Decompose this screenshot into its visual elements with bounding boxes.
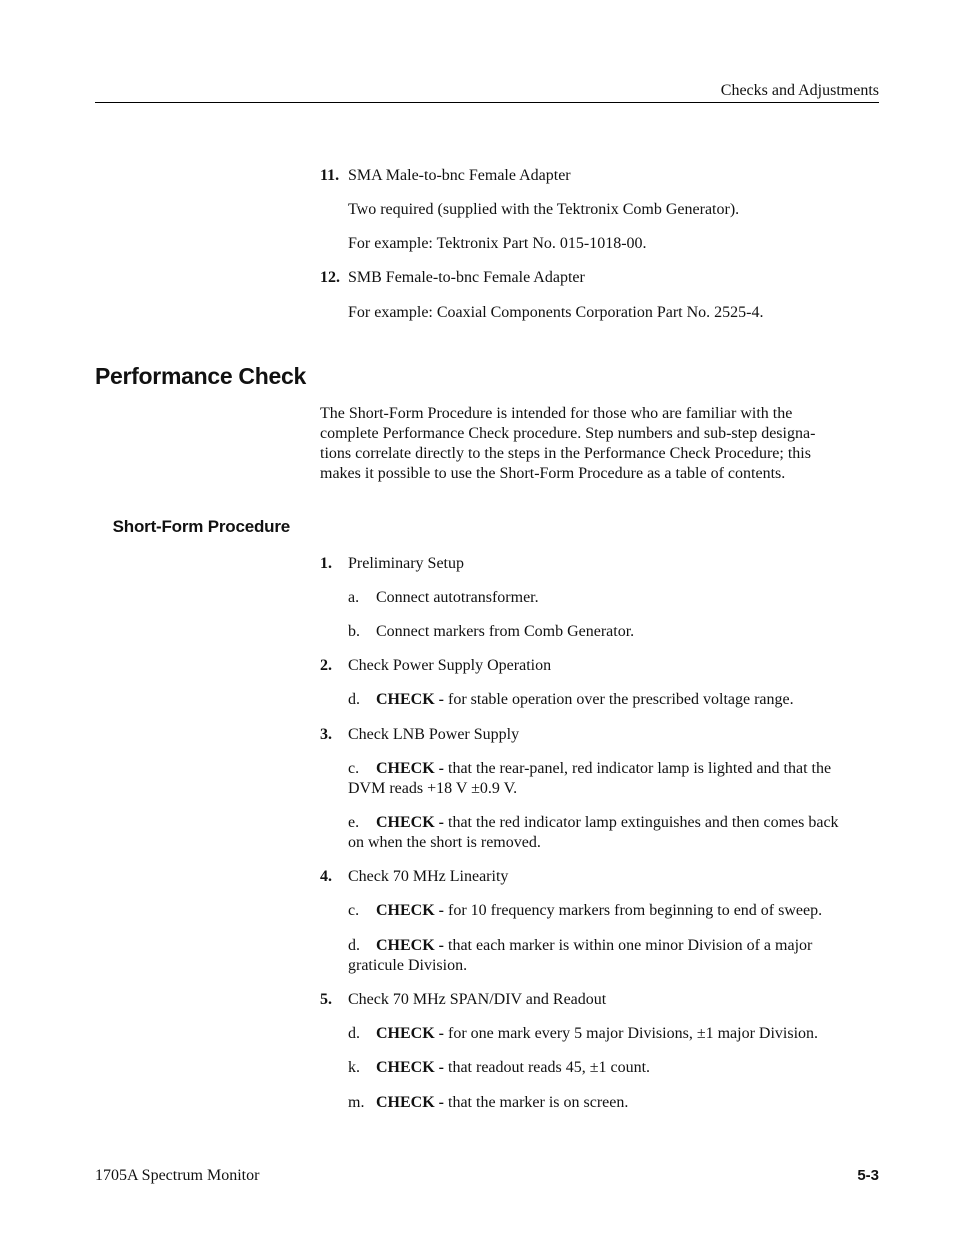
- check-label: CHECK -: [376, 1094, 444, 1111]
- intro-line: tions correlate directly to the steps in the Performance Check Procedure; this: [320, 445, 811, 462]
- substep-line: DVM reads +18 V ±0.9 V.: [348, 780, 518, 797]
- substep-letter: c.: [348, 760, 360, 777]
- section-heading: Performance Check: [95, 363, 306, 389]
- check-label: CHECK -: [376, 937, 444, 954]
- check-label: CHECK -: [376, 760, 444, 777]
- substep-text: Connect autotransformer.: [376, 589, 539, 606]
- equipment-title: SMB Female-to-bnc Female Adapter: [348, 269, 585, 286]
- running-header: Checks and Adjustments: [720, 82, 879, 99]
- substep-text: Connect markers from Comb Generator.: [376, 623, 635, 640]
- equipment-note: For example: Coaxial Components Corporation Part No. 2525-4.: [348, 304, 764, 321]
- check-substep: [348, 1093, 880, 1113]
- step-number: 1.: [320, 555, 332, 572]
- substep-letter: b.: [348, 623, 360, 640]
- check-label: CHECK -: [376, 1059, 444, 1076]
- check-label: CHECK -: [376, 902, 444, 919]
- substep-letter: d.: [348, 691, 360, 708]
- subsection-heading: Short-Form Procedure: [112, 517, 290, 536]
- intro-line: makes it possible to use the Short-Form Procedure as a table of contents.: [320, 465, 786, 482]
- intro-paragraph: [320, 404, 860, 484]
- equipment-note: For example: Tektronix Part No. 015-1018-00.: [348, 235, 647, 252]
- check-substep: [348, 901, 880, 921]
- intro-line: complete Performance Check procedure. Step numbers and sub-step designa-: [320, 425, 816, 442]
- page-number: 5-3: [857, 1167, 879, 1184]
- substep-line: that the red indicator lamp extinguishes and then comes back: [448, 814, 839, 831]
- step-number: 5.: [320, 991, 332, 1008]
- substep-line: for stable operation over the prescribed voltage range.: [448, 691, 794, 708]
- equipment-note: Two required (supplied with the Tektronix Comb Generator).: [348, 201, 740, 218]
- substep-line: that the marker is on screen.: [448, 1094, 629, 1111]
- intro-line: The Short-Form Procedure is intended for those who are familiar with the: [320, 405, 793, 422]
- step-number: 3.: [320, 726, 332, 743]
- footer-product: 1705A Spectrum Monitor: [95, 1167, 260, 1184]
- substep-line: that the rear-panel, red indicator lamp is lighted and that the: [448, 760, 832, 777]
- equipment-title: SMA Male-to-bnc Female Adapter: [348, 167, 571, 184]
- check-label: CHECK -: [376, 1025, 444, 1042]
- substep-letter: d.: [348, 1025, 360, 1042]
- substep-letter: d.: [348, 937, 360, 954]
- check-substep: [348, 936, 880, 976]
- check-substep: [348, 1024, 880, 1044]
- step-title: Check LNB Power Supply: [348, 726, 520, 743]
- substep-line: that readout reads 45, ±1 count.: [448, 1059, 651, 1076]
- substep-line: for one mark every 5 major Divisions, ±1 major Division.: [448, 1025, 819, 1042]
- header-rule: [95, 102, 879, 103]
- step-title: Check 70 MHz SPAN/DIV and Readout: [348, 991, 607, 1008]
- list-number: 11.: [320, 167, 340, 184]
- check-substep: [348, 690, 880, 710]
- substep-letter: a.: [348, 589, 360, 606]
- check-label: CHECK -: [376, 814, 444, 831]
- check-substep: [348, 1058, 880, 1078]
- substep-line: on when the short is removed.: [348, 834, 541, 851]
- substep-letter: k.: [348, 1059, 360, 1076]
- substep-line: that each marker is within one minor Division of a major: [448, 937, 813, 954]
- substep-letter: e.: [348, 814, 360, 831]
- step-title: Check 70 MHz Linearity: [348, 868, 509, 885]
- step-number: 4.: [320, 868, 332, 885]
- step-title: Preliminary Setup: [348, 555, 464, 572]
- list-number: 12.: [320, 269, 340, 286]
- substep-letter: m.: [348, 1094, 365, 1111]
- step-number: 2.: [320, 657, 332, 674]
- step-title: Check Power Supply Operation: [348, 657, 552, 674]
- substep-line: for 10 frequency markers from beginning to end of sweep.: [448, 902, 823, 919]
- substep-line: graticule Division.: [348, 957, 468, 974]
- check-substep: [348, 759, 880, 799]
- check-label: CHECK -: [376, 691, 444, 708]
- substep-letter: c.: [348, 902, 360, 919]
- check-substep: [348, 813, 880, 853]
